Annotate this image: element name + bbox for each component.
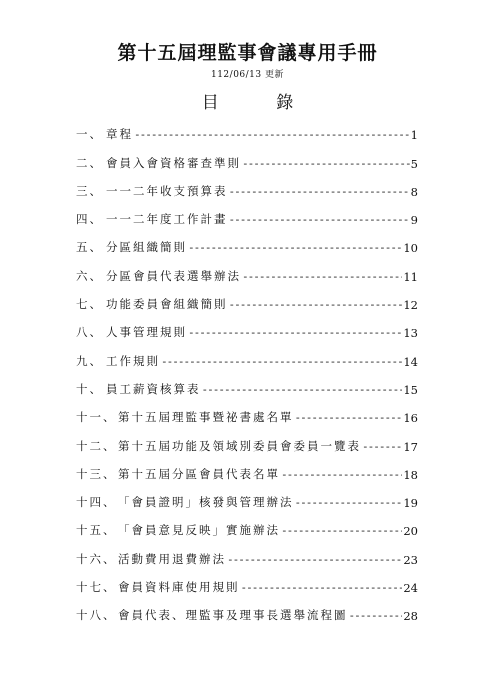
toc-dot-leader (281, 468, 402, 482)
toc-dot-leader (295, 411, 403, 425)
toc-entry-page-number: 23 (403, 552, 418, 567)
toc-dot-leader (349, 609, 403, 623)
toc-entry-number: 八、 (76, 325, 103, 340)
toc-dot-leader (295, 496, 403, 510)
toc-entry-number: 十一、 (76, 410, 117, 425)
toc-dot-leader (188, 326, 402, 340)
toc-heading: 目 錄 (201, 93, 320, 113)
toc-entry-page-number: 15 (403, 382, 418, 397)
toc-dot-leader (227, 553, 402, 567)
toc-entry-number: 十八、 (76, 608, 117, 623)
toc-entry-number: 四、 (76, 212, 103, 227)
toc-dot-leader (229, 213, 410, 227)
toc-dot-leader (202, 383, 403, 397)
toc-entry-page-number: 17 (403, 439, 418, 454)
toc-entry-title: 人事管理規則 (106, 325, 187, 340)
table-of-contents (76, 114, 418, 623)
toc-entry-page-number: 10 (403, 241, 418, 256)
toc-entry-page-number: 28 (403, 609, 418, 624)
toc-entry-title: 會員代表、理監事及理事長選舉流程圖 (118, 608, 348, 623)
toc-entry-title: 第十五屆分區會員代表名單 (118, 466, 280, 481)
toc-dot-leader (134, 128, 410, 142)
toc-entry[interactable] (76, 538, 418, 566)
toc-dot-leader (229, 185, 410, 199)
toc-entry-title: 一一二年度工作計畫 (106, 212, 228, 227)
toc-dot-leader (242, 270, 402, 284)
toc-entry-number: 十四、 (76, 495, 117, 510)
toc-entry-title: 工作規則 (106, 353, 160, 368)
toc-dot-leader (229, 298, 403, 312)
toc-entry-number: 十、 (76, 381, 103, 396)
toc-entry-page-number: 12 (403, 298, 418, 313)
toc-entry-page-number: 18 (403, 467, 418, 482)
document-title: 第十五屆理監事會議專用手冊 (117, 42, 378, 64)
toc-entry[interactable] (76, 199, 418, 227)
toc-entry[interactable] (76, 114, 418, 142)
toc-entry-number: 九、 (76, 353, 103, 368)
toc-entry-number: 十五、 (76, 523, 117, 538)
toc-entry-title: 分區組織簡則 (106, 240, 187, 255)
toc-entry-page-number: 14 (403, 354, 418, 369)
toc-entry-title: 會員入會資格審查準則 (106, 155, 241, 170)
toc-dot-leader (281, 524, 402, 538)
toc-entry[interactable] (76, 227, 418, 255)
toc-entry-page-number: 11 (403, 269, 418, 284)
toc-entry[interactable] (76, 567, 418, 595)
toc-dot-leader (241, 581, 403, 595)
toc-entry[interactable] (76, 340, 418, 368)
update-date: 112/06/13 更新 (210, 70, 284, 80)
toc-entry-title: 員工薪資核算表 (106, 381, 201, 396)
toc-entry-title: 第十五屆理監事暨祕書處名單 (118, 410, 294, 425)
toc-entry-number: 五、 (76, 240, 103, 255)
toc-entry[interactable] (76, 284, 418, 312)
toc-entry[interactable] (76, 171, 418, 199)
toc-entry[interactable] (76, 142, 418, 170)
toc-entry[interactable] (76, 425, 418, 453)
toc-entry-page-number: 9 (410, 213, 418, 228)
toc-entry-number: 二、 (76, 155, 103, 170)
toc-entry-number: 一、 (76, 127, 103, 142)
toc-entry-page-number: 13 (403, 326, 418, 341)
toc-entry-number: 十二、 (76, 438, 117, 453)
toc-entry-page-number: 8 (410, 184, 418, 199)
toc-entry-title: 第十五屆功能及領域別委員會委員一覽表 (118, 438, 361, 453)
toc-entry-number: 三、 (76, 183, 103, 198)
toc-entry-page-number: 20 (403, 524, 418, 539)
toc-entry-number: 十六、 (76, 551, 117, 566)
toc-entry-page-number: 1 (410, 128, 418, 143)
toc-entry-title: 「會員證明」核發與管理辦法 (118, 495, 294, 510)
toc-entry-number: 六、 (76, 268, 103, 283)
toc-entry-number: 七、 (76, 297, 103, 312)
toc-dot-leader (242, 157, 410, 171)
toc-entry[interactable] (76, 397, 418, 425)
toc-entry-title: 會員資料庫使用規則 (118, 580, 240, 595)
toc-entry-page-number: 16 (403, 411, 418, 426)
toc-entry-title: 活動費用退費辦法 (118, 551, 226, 566)
toc-entry-number: 十三、 (76, 466, 117, 481)
toc-entry-page-number: 19 (403, 496, 418, 511)
toc-entry-title: 章程 (106, 127, 133, 142)
toc-entry-page-number: 24 (403, 581, 418, 596)
toc-entry[interactable] (76, 369, 418, 397)
toc-entry-title: 分區會員代表選舉辦法 (106, 268, 241, 283)
toc-entry-page-number: 5 (410, 156, 418, 171)
toc-entry[interactable] (76, 482, 418, 510)
toc-entry-title: 一一二年收支預算表 (106, 183, 228, 198)
toc-entry[interactable] (76, 312, 418, 340)
toc-dot-leader (188, 241, 402, 255)
toc-entry-title: 「會員意見反映」實施辦法 (118, 523, 280, 538)
toc-dot-leader (362, 440, 402, 454)
toc-entry[interactable] (76, 510, 418, 538)
toc-entry[interactable] (76, 595, 418, 623)
toc-entry-number: 十七、 (76, 580, 117, 595)
toc-entry-title: 功能委員會組織簡則 (106, 297, 228, 312)
toc-entry[interactable] (76, 454, 418, 482)
toc-entry[interactable] (76, 255, 418, 283)
toc-dot-leader (161, 355, 402, 369)
